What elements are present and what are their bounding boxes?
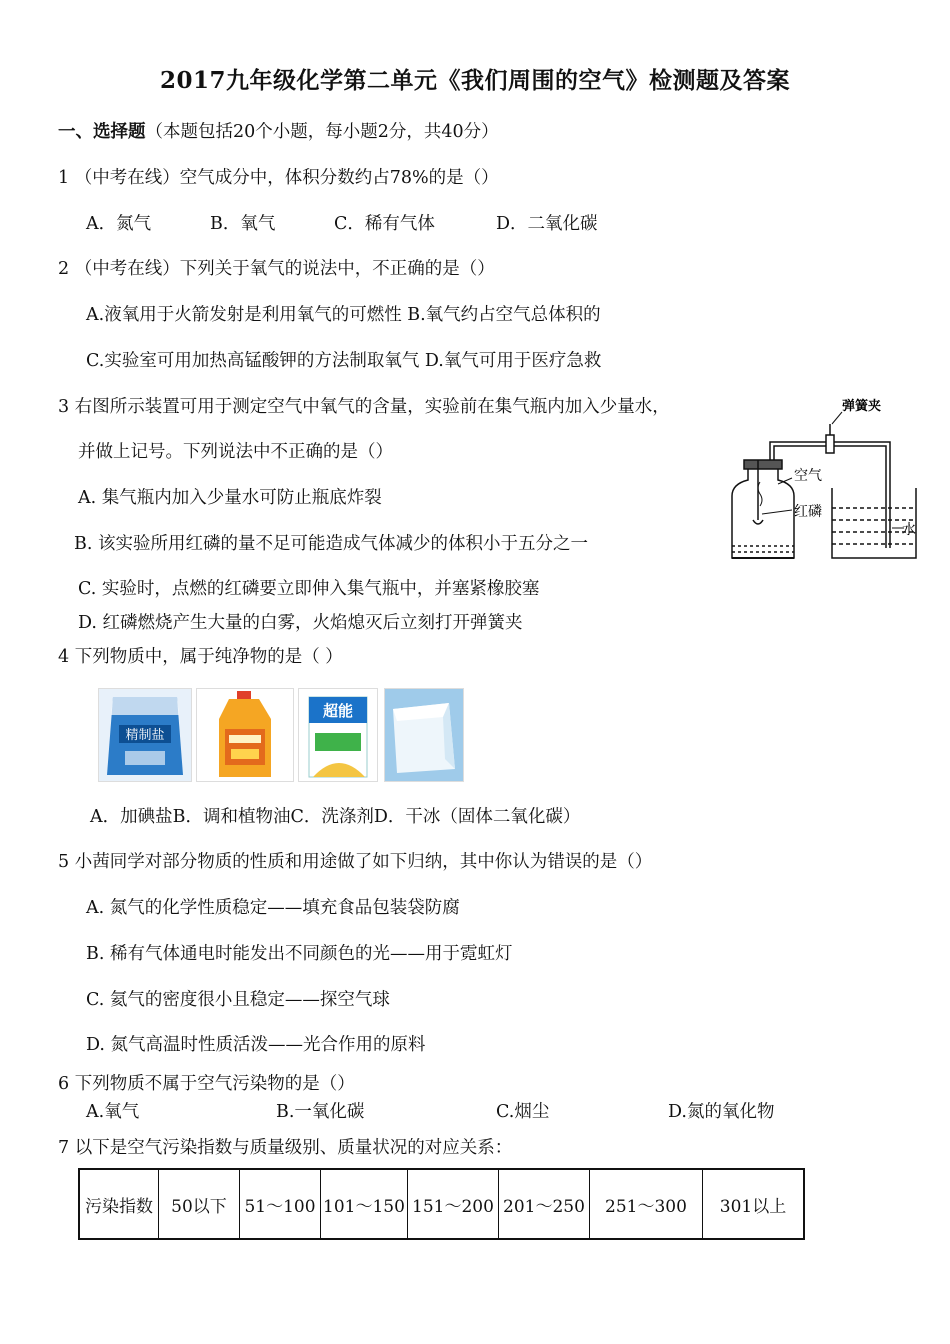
q1-option-d: D．二氧化碳 [496,214,598,234]
q5-option-d: D. 氮气高温时性质活泼——光合作用的原料 [86,1035,426,1055]
table-cell: 50以下 [159,1169,240,1239]
q5-option-c: C. 氦气的密度很小且稳定——探空气球 [86,990,390,1010]
air-label: 空气 [794,468,822,484]
pollution-index-table [78,1168,805,1240]
dry-ice-image [384,688,464,782]
q6-option-b: B.一氧化碳 [276,1102,365,1122]
q6-option-a: A.氧气 [86,1102,140,1122]
page-title: 2017九年级化学第二单元《我们周围的空气》检测题及答案 [159,67,790,94]
q1-option-c: C．稀有气体 [334,214,435,234]
q1-option-b: B．氧气 [210,214,276,234]
q1-stem: 1 （中考在线）空气成分中，体积分数约占78%的是（） [58,168,499,188]
q5-stem: 5 小茜同学对部分物质的性质和用途做了如下归纳，其中你认为错误的是（） [58,852,653,872]
q5-option-b: B. 稀有气体通电时能发出不同颜色的光——用于霓虹灯 [86,944,513,964]
q4-stem: 4 下列物质中，属于纯净物的是（ ） [58,647,343,667]
phosphorus-label: 红磷 [794,504,822,520]
q7-stem: 7 以下是空气污染指数与质量级别、质量状况的对应关系： [58,1138,513,1158]
q6-option-d: D.氮的氧化物 [668,1102,775,1122]
clamp-label: 弹簧夹 [842,399,882,414]
q3-option-d: D. 红磷燃烧产生大量的白雾，火焰熄灭后立刻打开弹簧夹 [78,613,523,633]
salt-bag-image [98,688,192,782]
q6-stem: 6 下列物质不属于空气污染物的是（） [58,1074,355,1094]
q4-options: A．加碘盐B．调和植物油C．洗涤剂D．干冰（固体二氧化碳） [90,807,581,827]
table-cell: 151～200 [408,1169,499,1239]
section-note: （本题包括20个小题，每小题2分，共40分） [145,122,499,142]
oil-bottle-image [196,688,294,782]
q2-stem: 2 （中考在线）下列关于氧气的说法中，不正确的是（） [58,259,495,279]
section-label: 一、选择题 [58,122,146,142]
table-cell: 251～300 [590,1169,703,1239]
salt-bag-label: 精制盐 [125,728,165,743]
q2-options-line2: C.实验室可用加热高锰酸钾的方法制取氧气 D.氧气可用于医疗急救 [86,351,602,371]
table-cell: 101～150 [321,1169,408,1239]
q3-option-a: A. 集气瓶内加入少量水可防止瓶底炸裂 [78,488,382,508]
q3-stem-line1: 3 右图所示装置可用于测定空气中氧气的含量，实验前在集气瓶内加入少量水， [58,397,670,417]
oxygen-experiment-diagram [720,388,920,568]
detergent-box-label: 超能 [322,702,354,720]
q3-option-c: C. 实验时，点燃的红磷要立即伸入集气瓶中，并塞紧橡胶塞 [78,579,540,599]
table-cell: 301以上 [703,1169,805,1239]
q2-options-line1: A.液氧用于火箭发射是利用氧气的可燃性 B.氧气约占空气总体积的 [86,305,601,325]
water-label: 水 [902,522,916,538]
q1-option-a: A．氮气 [86,214,152,234]
table-cell: 51～100 [240,1169,321,1239]
q5-option-a: A. 氮气的化学性质稳定——填充食品包装袋防腐 [86,898,460,918]
q3-option-b: B. 该实验所用红磷的量不足可能造成气体减少的体积小于五分之一 [74,534,588,554]
table-cell: 201～250 [499,1169,590,1239]
section-header [58,118,499,143]
q6-option-c: C.烟尘 [496,1102,550,1122]
table-row [79,1169,804,1239]
q3-stem-line2: 并做上记号。下列说法中不正确的是（） [78,442,393,462]
table-cell: 污染指数 [79,1169,159,1239]
detergent-box-image [298,688,378,782]
